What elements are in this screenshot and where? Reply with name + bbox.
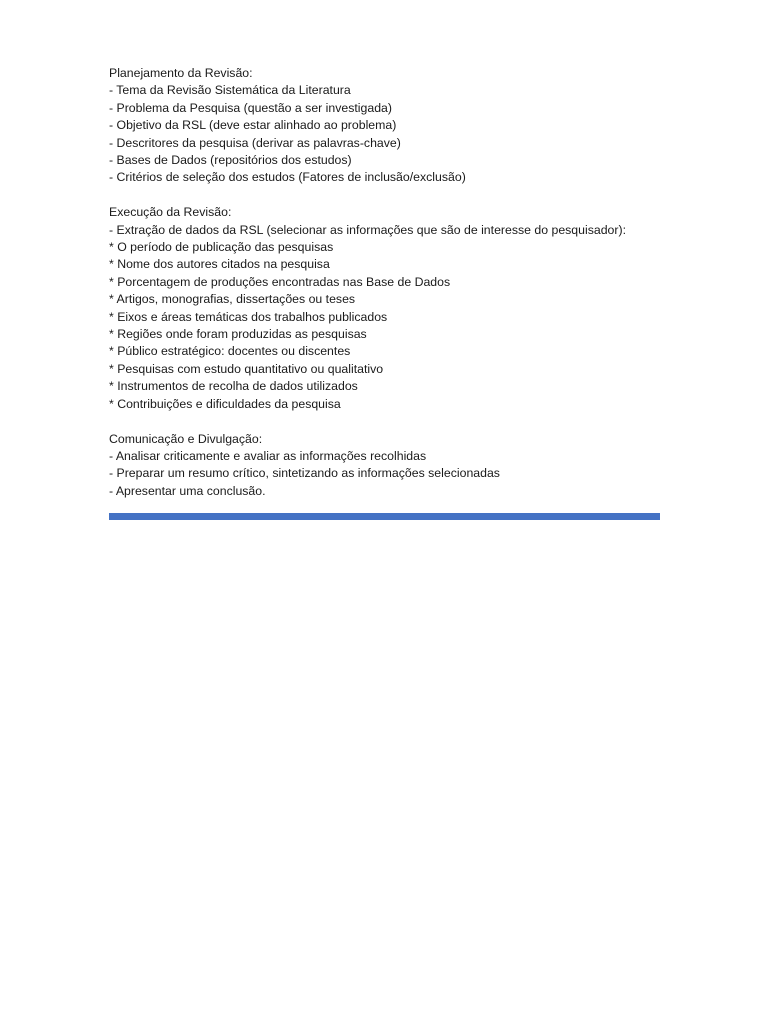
list-item: - Critérios de seleção dos estudos (Fatores de inclusão/exclusão) xyxy=(109,170,466,185)
list-item: - Problema da Pesquisa (questão a ser investigada) xyxy=(109,100,392,115)
section-heading: Planejamento da Revisão: xyxy=(109,66,253,80)
list-item: * Instrumentos de recolha de dados utilizados xyxy=(109,379,358,394)
document-body xyxy=(109,65,661,500)
list-item: * Regiões onde foram produzidas as pesquisas xyxy=(109,327,367,342)
list-item: * Eixos e áreas temáticas dos trabalhos publicados xyxy=(109,309,388,324)
list-item: - Descritores da pesquisa (derivar as palavras-chave) xyxy=(109,135,401,150)
list-item: - Apresentar uma conclusão. xyxy=(109,483,266,498)
list-item: * Contribuições e dificuldades da pesquisa xyxy=(109,396,341,411)
horizontal-rule xyxy=(109,513,660,520)
list-item: * Nome dos autores citados na pesquisa xyxy=(109,257,330,272)
list-item: - Extração de dados da RSL (selecionar as informações que são de interesse do pesquisador): xyxy=(109,222,626,237)
list-item: * Público estratégico: docentes ou discentes xyxy=(109,344,351,359)
list-item: * Pesquisas com estudo quantitativo ou qualitativo xyxy=(109,361,384,376)
list-item: - Preparar um resumo crítico, sintetizando as informações selecionadas xyxy=(109,466,500,481)
list-item: * Artigos, monografias, dissertações ou teses xyxy=(109,292,356,307)
section-heading: Comunicação e Divulgação: xyxy=(109,431,263,446)
section-execucao xyxy=(109,204,661,413)
list-item: * O período de publicação das pesquisas xyxy=(109,240,334,255)
section-comunicacao xyxy=(109,431,661,501)
section-heading: Execução da Revisão: xyxy=(109,205,232,220)
list-item: - Tema da Revisão Sistemática da Literatura xyxy=(109,83,351,98)
section-planejamento xyxy=(109,65,661,187)
list-item: - Analisar criticamente e avaliar as informações recolhidas xyxy=(109,448,427,463)
list-item: * Porcentagem de produções encontradas nas Base de Dados xyxy=(109,274,451,289)
list-item: - Objetivo da RSL (deve estar alinhado ao problema) xyxy=(109,118,397,133)
list-item: - Bases de Dados (repositórios dos estudos) xyxy=(109,153,352,168)
